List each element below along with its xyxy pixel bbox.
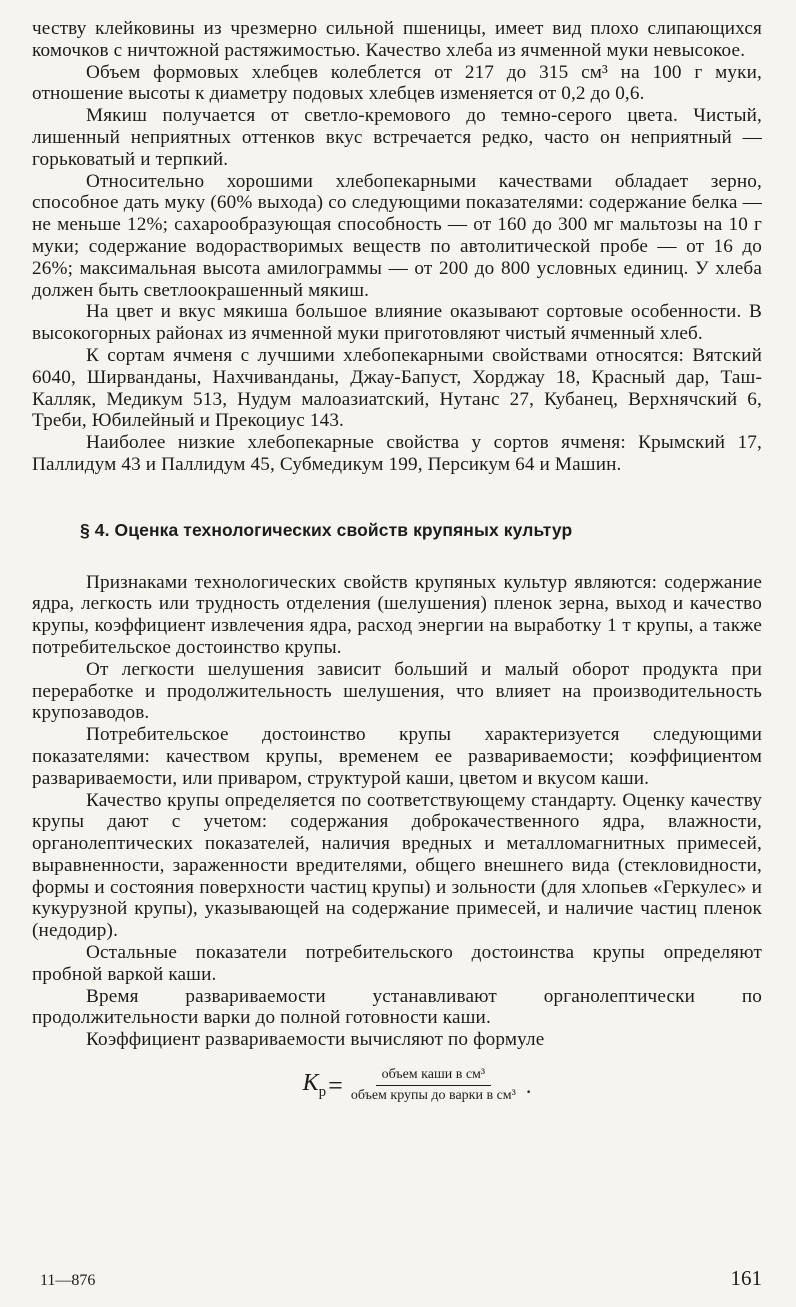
formula-end: .: [525, 1072, 532, 1098]
formula-numerator: объем каши в см³: [376, 1067, 492, 1086]
paragraph: Время развариваемости устанавливают органолептически по продолжительности варки до полной готовности каши.: [32, 985, 762, 1029]
section-heading: § 4. Оценка технологических свойств крупяных культур: [80, 519, 573, 540]
formula-equals: =: [328, 1070, 343, 1100]
body-text: [32, 18, 762, 1051]
paragraph: На цвет и вкус мякиша большое влияние оказывают сортовые особенности. В высокогорных районах из ячменной муки приготовляют чистый ячменный хлеб.: [32, 301, 762, 345]
formula-symbol: $K_р$: [302, 1070, 327, 1100]
paragraph: Относительно хорошими хлебопекарными качествами обладает зерно, способное дать муку (60% выхода) со следующими показателями: содержание белка — не меньше 12%; сахарообразующая способность — от 160 до 300 мг мальтозы на 10 г муки; содержание водорастворимых веществ по автолитической пробе — от 16 до 26%; максимальная высота амилограммы — от 200 до 800 условных единиц. У хлеба должен быть светлоокрашенный мякиш.: [32, 170, 762, 301]
paragraph: Потребительское достоинство крупы характеризуется следующими показателями: качеством крупы, временем ее развариваемости; коэффициентом развариваемости, или приваром, структурой каши, цветом и вкусом каши.: [32, 724, 762, 789]
paragraph: Наиболее низкие хлебопекарные свойства у сортов ячменя: Крымский 17, Паллидум 43 и Паллидум 45, Субмедикум 199, Персикум 64 и Машин.: [32, 432, 762, 475]
paragraph: Мякиш получается от светло-кремового до темно-серого цвета. Чистый, лишенный неприятных оттенков вкус встречается редко, часто он неприятный — горьковатый и терпкий.: [32, 105, 762, 170]
paragraph: Качество крупы определяется по соответствующему стандарту. Оценку качеству крупы дают с учетом: содержания доброкачественного ядра, влажности, органолептических показателей, наличия вредных и металломагнитных примесей, выравненности, зараженности вредителями, общего внешнего вида (стекловидности, формы и состояния поверхности частиц крупы) и зольности (для хлопьев «Геркулес» и кукурузной крупы), указывающей на содержание примесей, и наличие частиц пленок (недодир).: [32, 789, 762, 942]
page-number: 161: [730, 1266, 762, 1290]
paragraph: Признаками технологических свойств крупяных культур являются: содержание ядра, легкость или трудность отделения (шелушения) пленок зерна, выход и качество крупы, коэффициент извлечения ядра, расход энергии на выработку 1 т крупы, а также потребительское достоинство крупы.: [32, 571, 762, 658]
paragraph: От легкости шелушения зависит больший и малый оборот продукта при переработке и продолжительность шелушения, что влияет на производительность крупозаводов.: [32, 658, 762, 724]
paragraph: К сортам ячменя с лучшими хлебопекарными свойствами относятся: Вятский 6040, Ширванданы, Нахчиванданы, Джау-Бапуст, Хорджау 18, Красный дар, Таш-Калляк, Медикум 513, Нудум малоазиатский, Нутанс 27, Кубанец, Верхнячский 6, Треби, Юбилейный и Прекоциус 143.: [32, 344, 762, 432]
paragraph: честву клейковины из чрезмерно сильной пшеницы, имеет вид плохо слипающихся комочков с ничтожной растяжимостью. Качество хлеба из ячменной муки невысокое.: [32, 18, 762, 61]
printer-signature: 11—876: [40, 1272, 96, 1289]
page-footer: [40, 1266, 762, 1291]
formula: [72, 1067, 762, 1104]
formula-subscript: р: [318, 1083, 327, 1100]
formula-denominator: объем крупы до варки в см³: [350, 1088, 516, 1104]
formula-fraction: [345, 1067, 522, 1104]
paragraph: Коэффициент развариваемости вычисляют по формуле: [86, 1029, 545, 1051]
paragraph: Объем формовых хлебцев колеблется от 217 до 315 см³ на 100 г муки, отношение высоты к диаметру подовых хлебцев изменяется от 0,2 до 0,6.: [32, 61, 762, 105]
paragraph: Остальные показатели потребительского достоинства крупы определяют пробной варкой каши.: [32, 942, 762, 985]
